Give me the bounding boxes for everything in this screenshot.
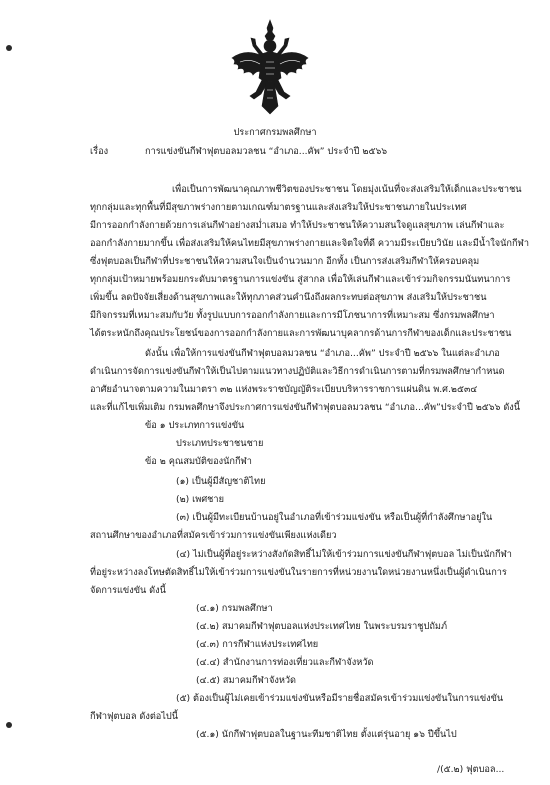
clause-item: (๑) เป็นผู้มีสัญชาติไทย	[176, 476, 266, 487]
subject-text: การแข่งขันกีฬาฟุตบอลมวลชน “อำเภอ...คัพ” ประจำปี ๒๕๖๖	[145, 146, 388, 157]
clause-item: (๔) ไม่เป็นผู้ที่อยู่ระหว่างสังกัดสิทธิ์ไม่ให้เข้าร่วมการแข่งขันกีฬาฟุตบอล ไม่เป็นนักกีฬา	[176, 549, 512, 560]
body-line: ดังนั้น เพื่อให้การแข่งขันกีฬาฟุตบอลมวลชน “อำเภอ...คัพ” ประจำปี ๒๕๖๖ ในแต่ละอำเภอ	[145, 348, 500, 359]
sub-item: (๔.๔) สำนักงานการท่องเที่ยวและกีฬาจังหวัด	[196, 657, 374, 668]
body-line: สถานศึกษาของอำเภอที่สมัครเข้าร่วมการแข่งขันเพียงแห่งเดียว	[90, 530, 337, 541]
body-line: เพื่อเป็นการพัฒนาคุณภาพชีวิตของประชาชน โดยมุ่งเน้นที่จะส่งเสริมให้เด็กและประชาชน	[172, 184, 522, 195]
announcement-title: ประกาศกรมพลศึกษา	[233, 127, 317, 138]
clause-heading: ข้อ ๑ ประเภทการแข่งขัน	[145, 420, 245, 431]
body-line: ที่อยู่ระหว่างลงโทษตัดสิทธิ์ไม่ให้เข้าร่วมการแข่งขันในรายการที่หน่วยงานใดหน่วยงานหนึ่งเป็นผู้ดำเนินการ	[90, 567, 507, 578]
sub-item: (๔.๓) การกีฬาแห่งประเทศไทย	[196, 639, 319, 650]
body-line: กีฬาฟุตบอล ดังต่อไปนี้	[90, 711, 179, 722]
body-line: ได้ตระหนักถึงคุณประโยชน์ของการออกกำลังกายและการพัฒนาบุคลากรด้านการกีฬาของเด็กและประชาชน	[90, 328, 512, 339]
body-line: ดำเนินการจัดการแข่งขันกีฬาให้เป็นไปตามแนวทางปฏิบัติและวิธีการดำเนินการตามที่กรมพลศึกษากำหนด	[90, 366, 505, 377]
clause-item: (๓) เป็นผู้มีทะเบียนบ้านอยู่ในอำเภอที่เข้าร่วมแข่งขัน หรือเป็นผู้ที่กำลังศึกษาอยู่ใน	[176, 512, 493, 523]
punch-hole-top	[6, 45, 12, 51]
body-line: มีการออกกำลังกายด้วยการเล่นกีฬาอย่างสม่ำเสมอ ทำให้ประชาชนให้ความสนใจดูแลสุขภาพ เล่นกีฬาและ	[90, 220, 505, 231]
body-line: ซึ่งฟุตบอลเป็นกีฬาที่ประชาชนให้ความสนใจเป็นจำนวนมาก อีกทั้ง เป็นการส่งเสริมกีฬาให้ครอบคลุม	[90, 256, 480, 267]
clause-item: (๒) เพศชาย	[176, 494, 224, 505]
sub-item: (๔.๕) สมาคมกีฬาจังหวัด	[196, 675, 296, 686]
body-line: ออกกำลังกายมากขึ้น เพื่อส่งเสริมให้คนไทยมีสุขภาพร่างกายและจิตใจที่ดี ความมีระเบียบวินัย และมีน้ำใจนักกีฬา	[90, 238, 529, 249]
body-line: ทุกกลุ่มและทุกพื้นที่มีสุขภาพร่างกายตามเกณฑ์มาตรฐานและส่งเสริมให้ประชาชนภายในประเทศ	[90, 202, 467, 213]
body-line: ทุกกลุ่มเป้าหมายพร้อมยกระดับมาตรฐานการแข่งขัน สู่สากล เพื่อให้เล่นกีฬาและเข้าร่วมกิจกรรมนันทนาการ	[90, 274, 511, 285]
page-continuation: /(๕.๒) ฟุตบอล...	[437, 764, 505, 775]
sub-item: (๕.๑) นักกีฬาฟุตบอลในฐานะทีมชาติไทย ตั้งแต่รุ่นอายุ ๑๖ ปีขึ้นไป	[196, 729, 457, 740]
body-line: จัดการแข่งขัน ดังนี้	[90, 585, 166, 596]
clause-item: ประเภทประชาชนชาย	[176, 438, 264, 449]
garuda-emblem-icon	[226, 18, 314, 116]
subject-label: เรื่อง	[90, 146, 109, 157]
punch-hole-bottom	[6, 722, 12, 728]
body-line: อาศัยอำนาจตามความในมาตรา ๓๒ แห่งพระราชบัญญัติระเบียบบริหารราชการแผ่นดิน พ.ศ.๒๕๓๔	[90, 384, 478, 395]
body-line: และที่แก้ไขเพิ่มเติม กรมพลศึกษาจึงประกาศการแข่งขันกีฬาฟุตบอลมวลชน “อำเภอ...คัพ”ประจำปี ๒๕๖๖ ดังนี้	[90, 402, 521, 413]
sub-item: (๔.๑) กรมพลศึกษา	[196, 603, 273, 614]
body-line: มีกิจกรรมที่เหมาะสมกับวัย ทั้งรูปแบบการออกกำลังกายและการมีโภชนาการที่เหมาะสม ซึ่งกรมพลศึกษา	[90, 310, 495, 321]
clause-heading: ข้อ ๒ คุณสมบัติของนักกีฬา	[145, 456, 252, 467]
clause-item: (๕) ต้องเป็นผู้ไม่เคยเข้าร่วมแข่งขันหรือมีรายชื่อสมัครเข้าร่วมแข่งขันในการแข่งขัน	[176, 693, 504, 704]
body-line: เพิ่มขึ้น ลดปัจจัยเสี่ยงด้านสุขภาพและให้ทุกภาคส่วนคำนึงถึงผลกระทบต่อสุขภาพ ส่งเสริมให้ประชาชน	[90, 292, 487, 303]
sub-item: (๔.๒) สมาคมกีฬาฟุตบอลแห่งประเทศไทย ในพระบรมราชูปถัมภ์	[196, 621, 448, 632]
